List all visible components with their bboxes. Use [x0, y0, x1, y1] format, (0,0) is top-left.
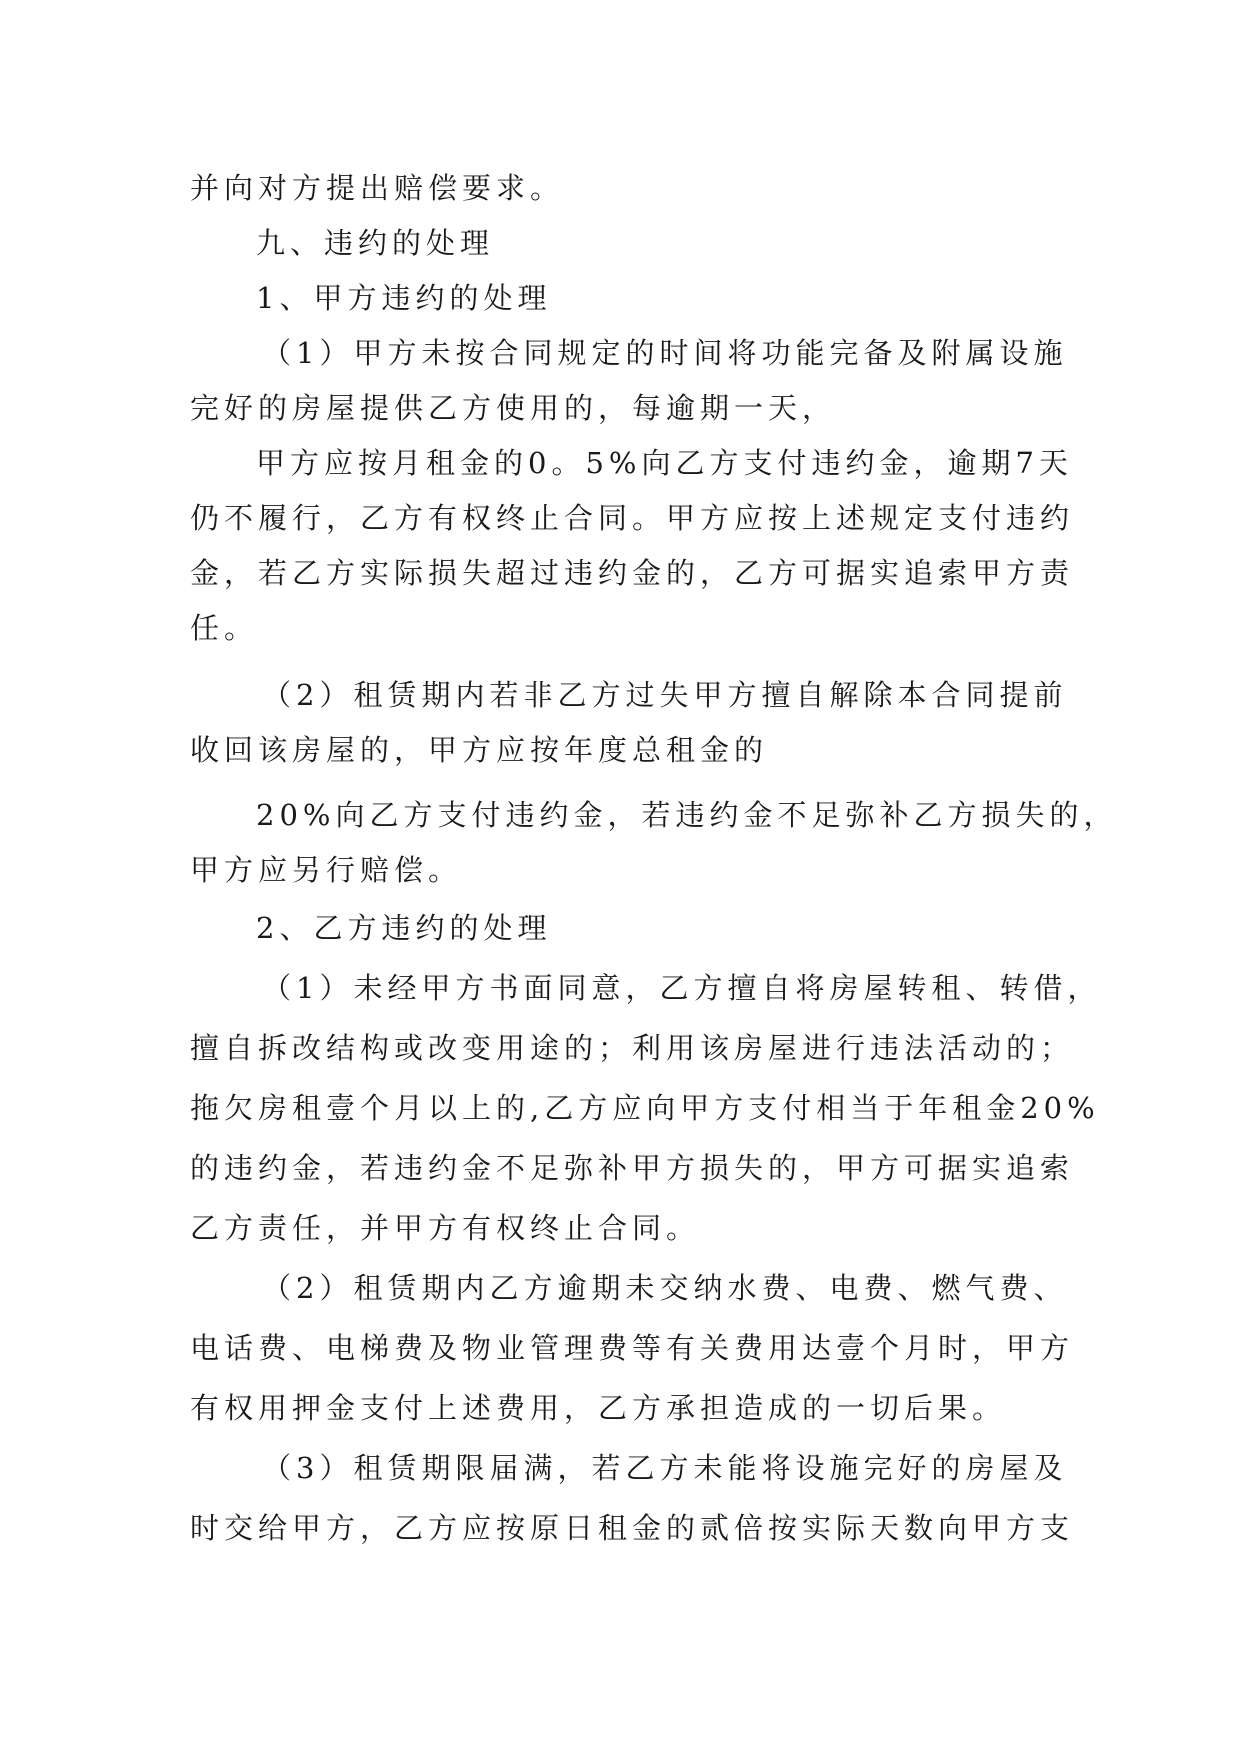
text-line-12: 20%向乙方支付违约金，若违约金不足弥补乙方损失的，	[256, 798, 1118, 832]
text-line-18: 的违约金，若违约金不足弥补甲方损失的，甲方可据实追索	[190, 1151, 1075, 1185]
text-line-10: （2）租赁期内若非乙方过失甲方擅自解除本合同提前	[262, 678, 1068, 712]
text-line-17: 拖欠房租壹个月以上的,乙方应向甲方支付相当于年租金20%	[190, 1091, 1100, 1125]
text-line-13: 甲方应另行赔偿。	[190, 853, 463, 887]
text-line-21: 电话费、电梯费及物业管理费等有关费用达壹个月时，甲方	[190, 1331, 1075, 1365]
text-line-6: 甲方应按月租金的0。5%向乙方支付违约金，逾期7天	[256, 446, 1073, 480]
text-line-19: 乙方责任，并甲方有权终止合同。	[190, 1211, 701, 1245]
text-line-20: （2）租赁期内乙方逾期未交纳水费、电费、燃气费、	[262, 1271, 1068, 1305]
text-line-4: （1）甲方未按合同规定的时间将功能完备及附属设施	[262, 336, 1068, 370]
text-line-7: 仍不履行，乙方有权终止合同。甲方应按上述规定支付违约	[190, 501, 1075, 535]
text-line-16: 擅自拆改结构或改变用途的；利用该房屋进行违法活动的；	[190, 1031, 1075, 1065]
text-line-24: 时交给甲方，乙方应按原日租金的贰倍按实际天数向甲方支	[190, 1511, 1075, 1545]
text-line-1: 并向对方提出赔偿要求。	[190, 171, 565, 205]
text-line-22: 有权用押金支付上述费用，乙方承担造成的一切后果。	[190, 1391, 1007, 1425]
text-line-8: 金，若乙方实际损失超过违约金的，乙方可据实追索甲方责	[190, 556, 1075, 590]
text-line-15: （1）未经甲方书面同意，乙方擅自将房屋转租、转借，	[262, 971, 1102, 1005]
text-line-11: 收回该房屋的，甲方应按年度总租金的	[190, 733, 769, 767]
text-line-23: （3）租赁期限届满，若乙方未能将设施完好的房屋及	[262, 1451, 1068, 1485]
section-heading-9: 九、违约的处理	[256, 226, 495, 260]
subsection-heading-2: 2、乙方违约的处理	[256, 911, 552, 945]
text-line-5: 完好的房屋提供乙方使用的，每逾期一天，	[190, 391, 837, 425]
subsection-heading-1: 1、甲方违约的处理	[256, 281, 552, 315]
text-line-9: 任。	[190, 611, 259, 645]
